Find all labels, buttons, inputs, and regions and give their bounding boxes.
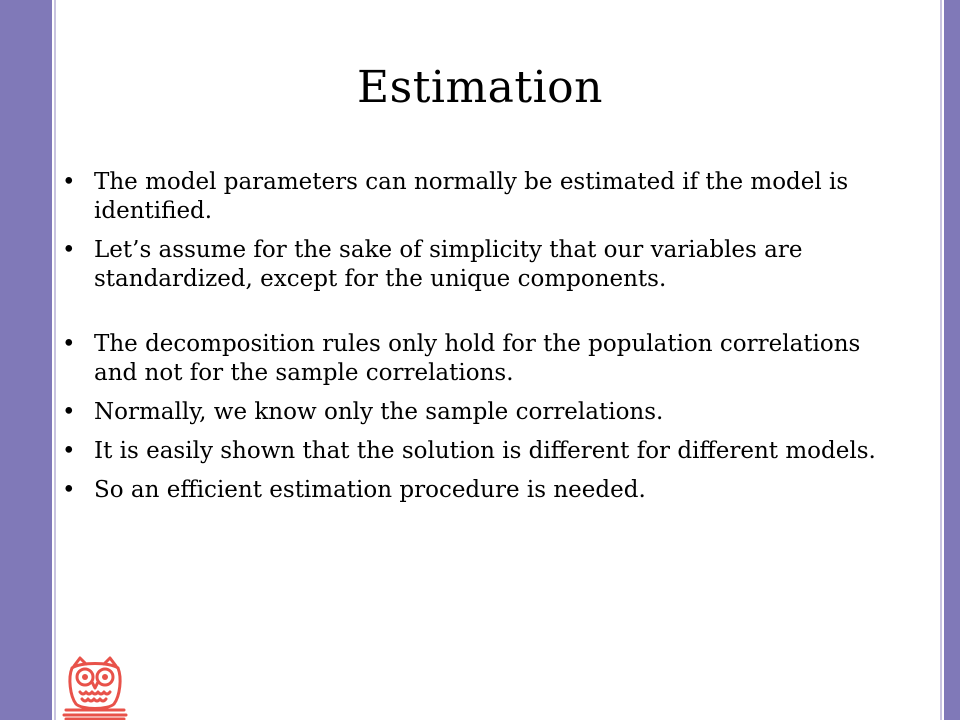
bullet-text: The model parameters can normally be estimated if the model is identified. <box>94 169 849 224</box>
bullet-dot: • <box>62 331 76 357</box>
bullet-item <box>58 398 888 427</box>
bullet-dot: • <box>62 399 76 425</box>
bullet-item <box>58 168 888 226</box>
bullet-text: So an efficient estimation procedure is needed. <box>94 477 646 503</box>
slide-title: Estimation <box>357 62 603 113</box>
bullet-dot: • <box>62 477 76 503</box>
bullet-text: It is easily shown that the solution is different for different models. <box>94 438 876 464</box>
bullet-item <box>58 236 888 294</box>
bullet-text: Let’s assume for the sake of simplicity that our variables are standardized, except for the unique components. <box>94 237 803 292</box>
bullet-item <box>58 476 888 505</box>
bullet-list <box>58 168 888 515</box>
bullet-dot: • <box>62 237 76 263</box>
bullet-dot: • <box>62 169 76 195</box>
bullet-text: Normally, we know only the sample correlations. <box>94 399 664 425</box>
bullet-text: The decomposition rules only hold for the population correlations and not for the sample correlations. <box>94 331 861 386</box>
bullet-dot: • <box>62 438 76 464</box>
owl-on-books-logo <box>62 656 128 720</box>
bullet-item <box>58 330 888 388</box>
bullet-item <box>58 437 888 466</box>
